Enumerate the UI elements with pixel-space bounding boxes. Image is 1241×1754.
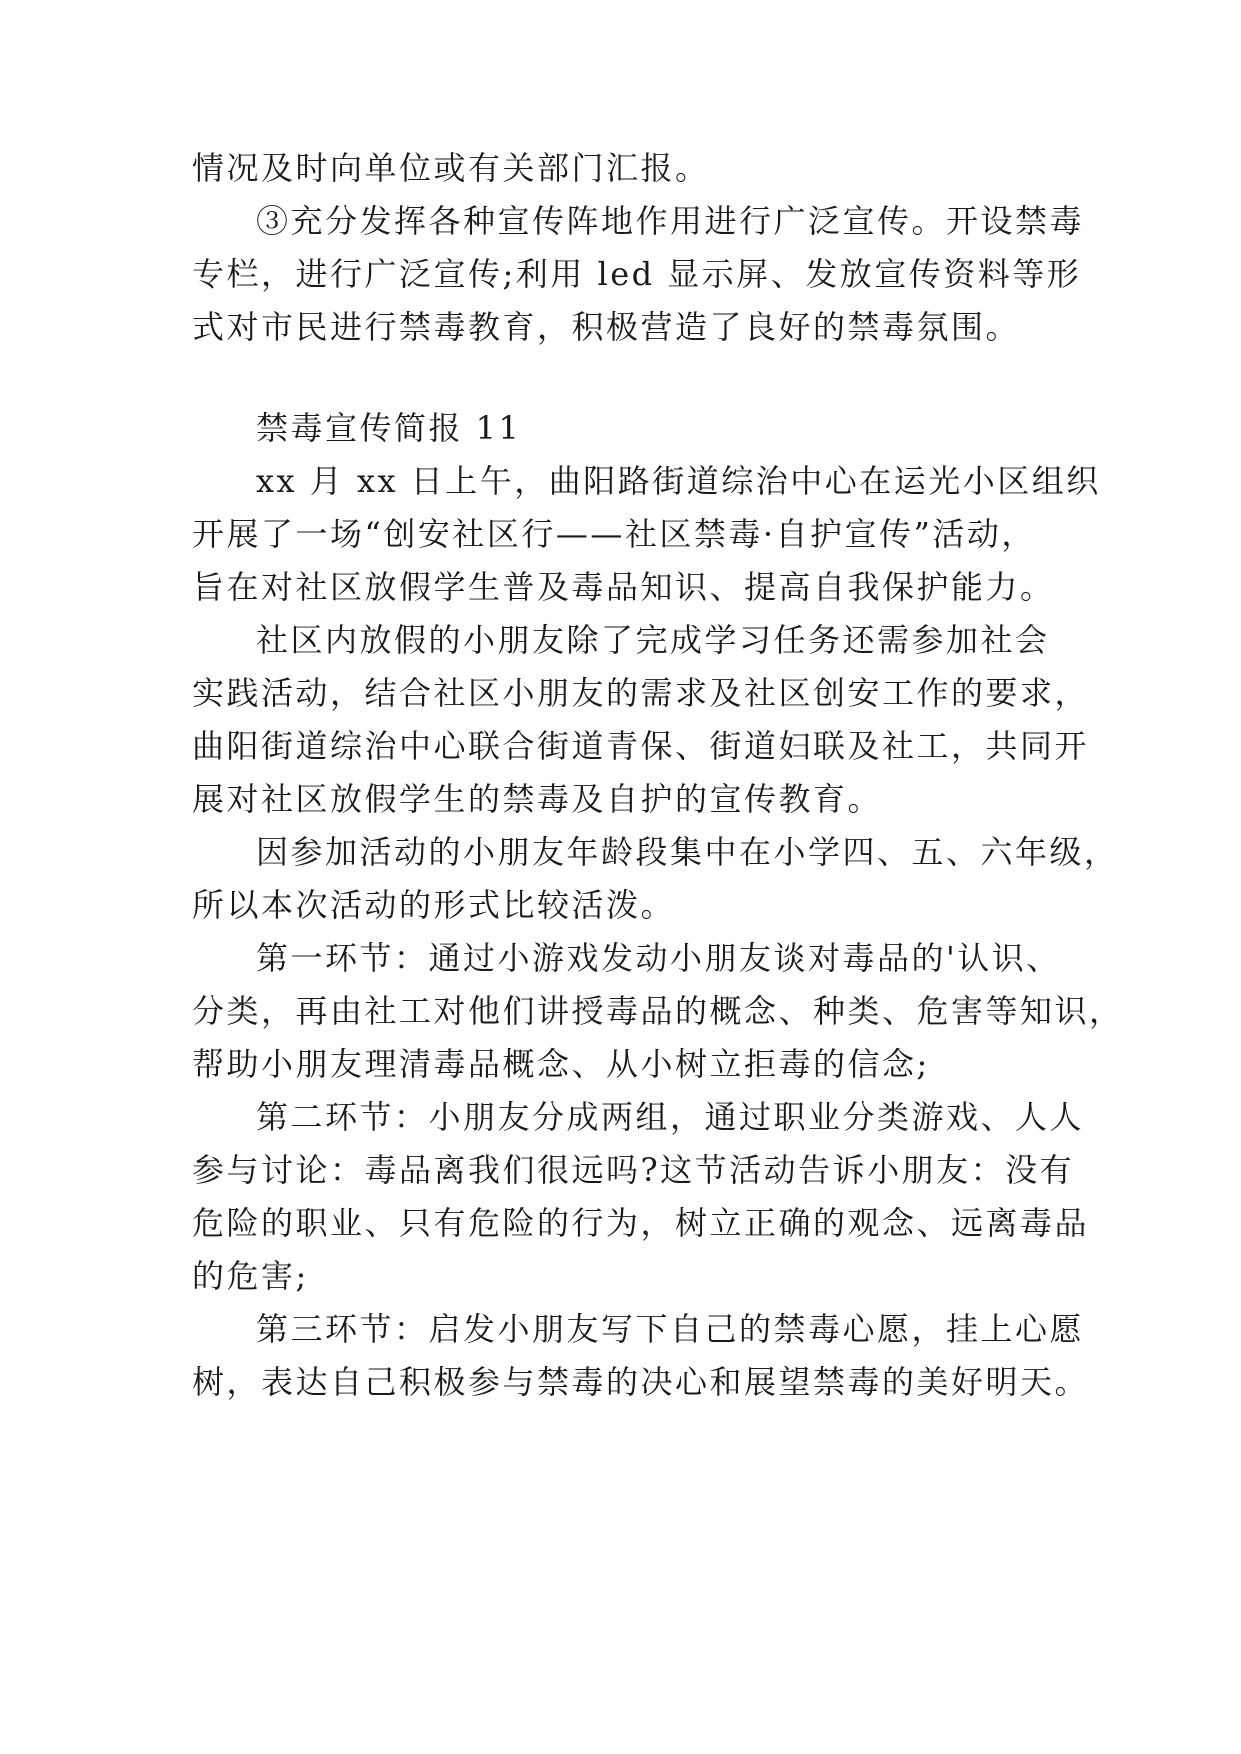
text-line: 第一环节：通过小游戏发动小朋友谈对毒品的'认识、	[256, 939, 1061, 977]
text-line: 树，表达自己积极参与禁毒的决心和展望禁毒的美好明天。	[192, 1363, 1090, 1401]
text-line: 危险的职业、只有危险的行为，树立正确的观念、远离毒品	[192, 1204, 1090, 1242]
text-line: 因参加活动的小朋友年龄段集中在小学四、五、六年级，	[256, 833, 1119, 871]
text-line: 情况及时向单位或有关部门汇报。	[192, 149, 710, 187]
text-line: 开展了一场“创安社区行——社区禁毒·自护宣传”活动，	[192, 515, 1036, 553]
text-line: 第二环节：小朋友分成两组，通过职业分类游戏、人人	[256, 1098, 1085, 1136]
text-line: xx 月 xx 日上午，曲阳路街道综治中心在运光小区组织	[256, 462, 1101, 500]
text-line: 专栏，进行广泛宣传;利用 led 显示屏、发放宣传资料等形	[192, 255, 1082, 293]
text-line: 展对社区放假学生的禁毒及自护的宣传教育。	[192, 780, 883, 818]
text-line: 式对市民进行禁毒教育，积极营造了良好的禁毒氛围。	[192, 308, 1021, 346]
text-line: 曲阳街道综治中心联合街道青保、街道妇联及社工，共同开	[192, 727, 1090, 765]
text-line: 帮助小朋友理清毒品概念、从小树立拒毒的信念;	[192, 1045, 930, 1083]
text-line: ③充分发挥各种宣传阵地作用进行广泛宣传。开设禁毒	[256, 202, 1085, 240]
section-heading: 禁毒宣传简报 11	[256, 409, 522, 447]
text-line: 分类，再由社工对他们讲授毒品的概念、种类、危害等知识，	[192, 992, 1124, 1030]
text-line: 所以本次活动的形式比较活泼。	[192, 886, 676, 924]
text-line: 第三环节：启发小朋友写下自己的禁毒心愿，挂上心愿	[256, 1310, 1085, 1348]
text-line: 旨在对社区放假学生普及毒品知识、提高自我保护能力。	[192, 568, 1055, 606]
text-line: 的危害;	[192, 1257, 309, 1295]
text-line: 参与讨论：毒品离我们很远吗?这节活动告诉小朋友：没有	[192, 1151, 1075, 1189]
text-line: 社区内放假的小朋友除了完成学习任务还需参加社会	[256, 621, 1050, 659]
text-line: 实践活动，结合社区小朋友的需求及社区创安工作的要求，	[192, 674, 1090, 712]
